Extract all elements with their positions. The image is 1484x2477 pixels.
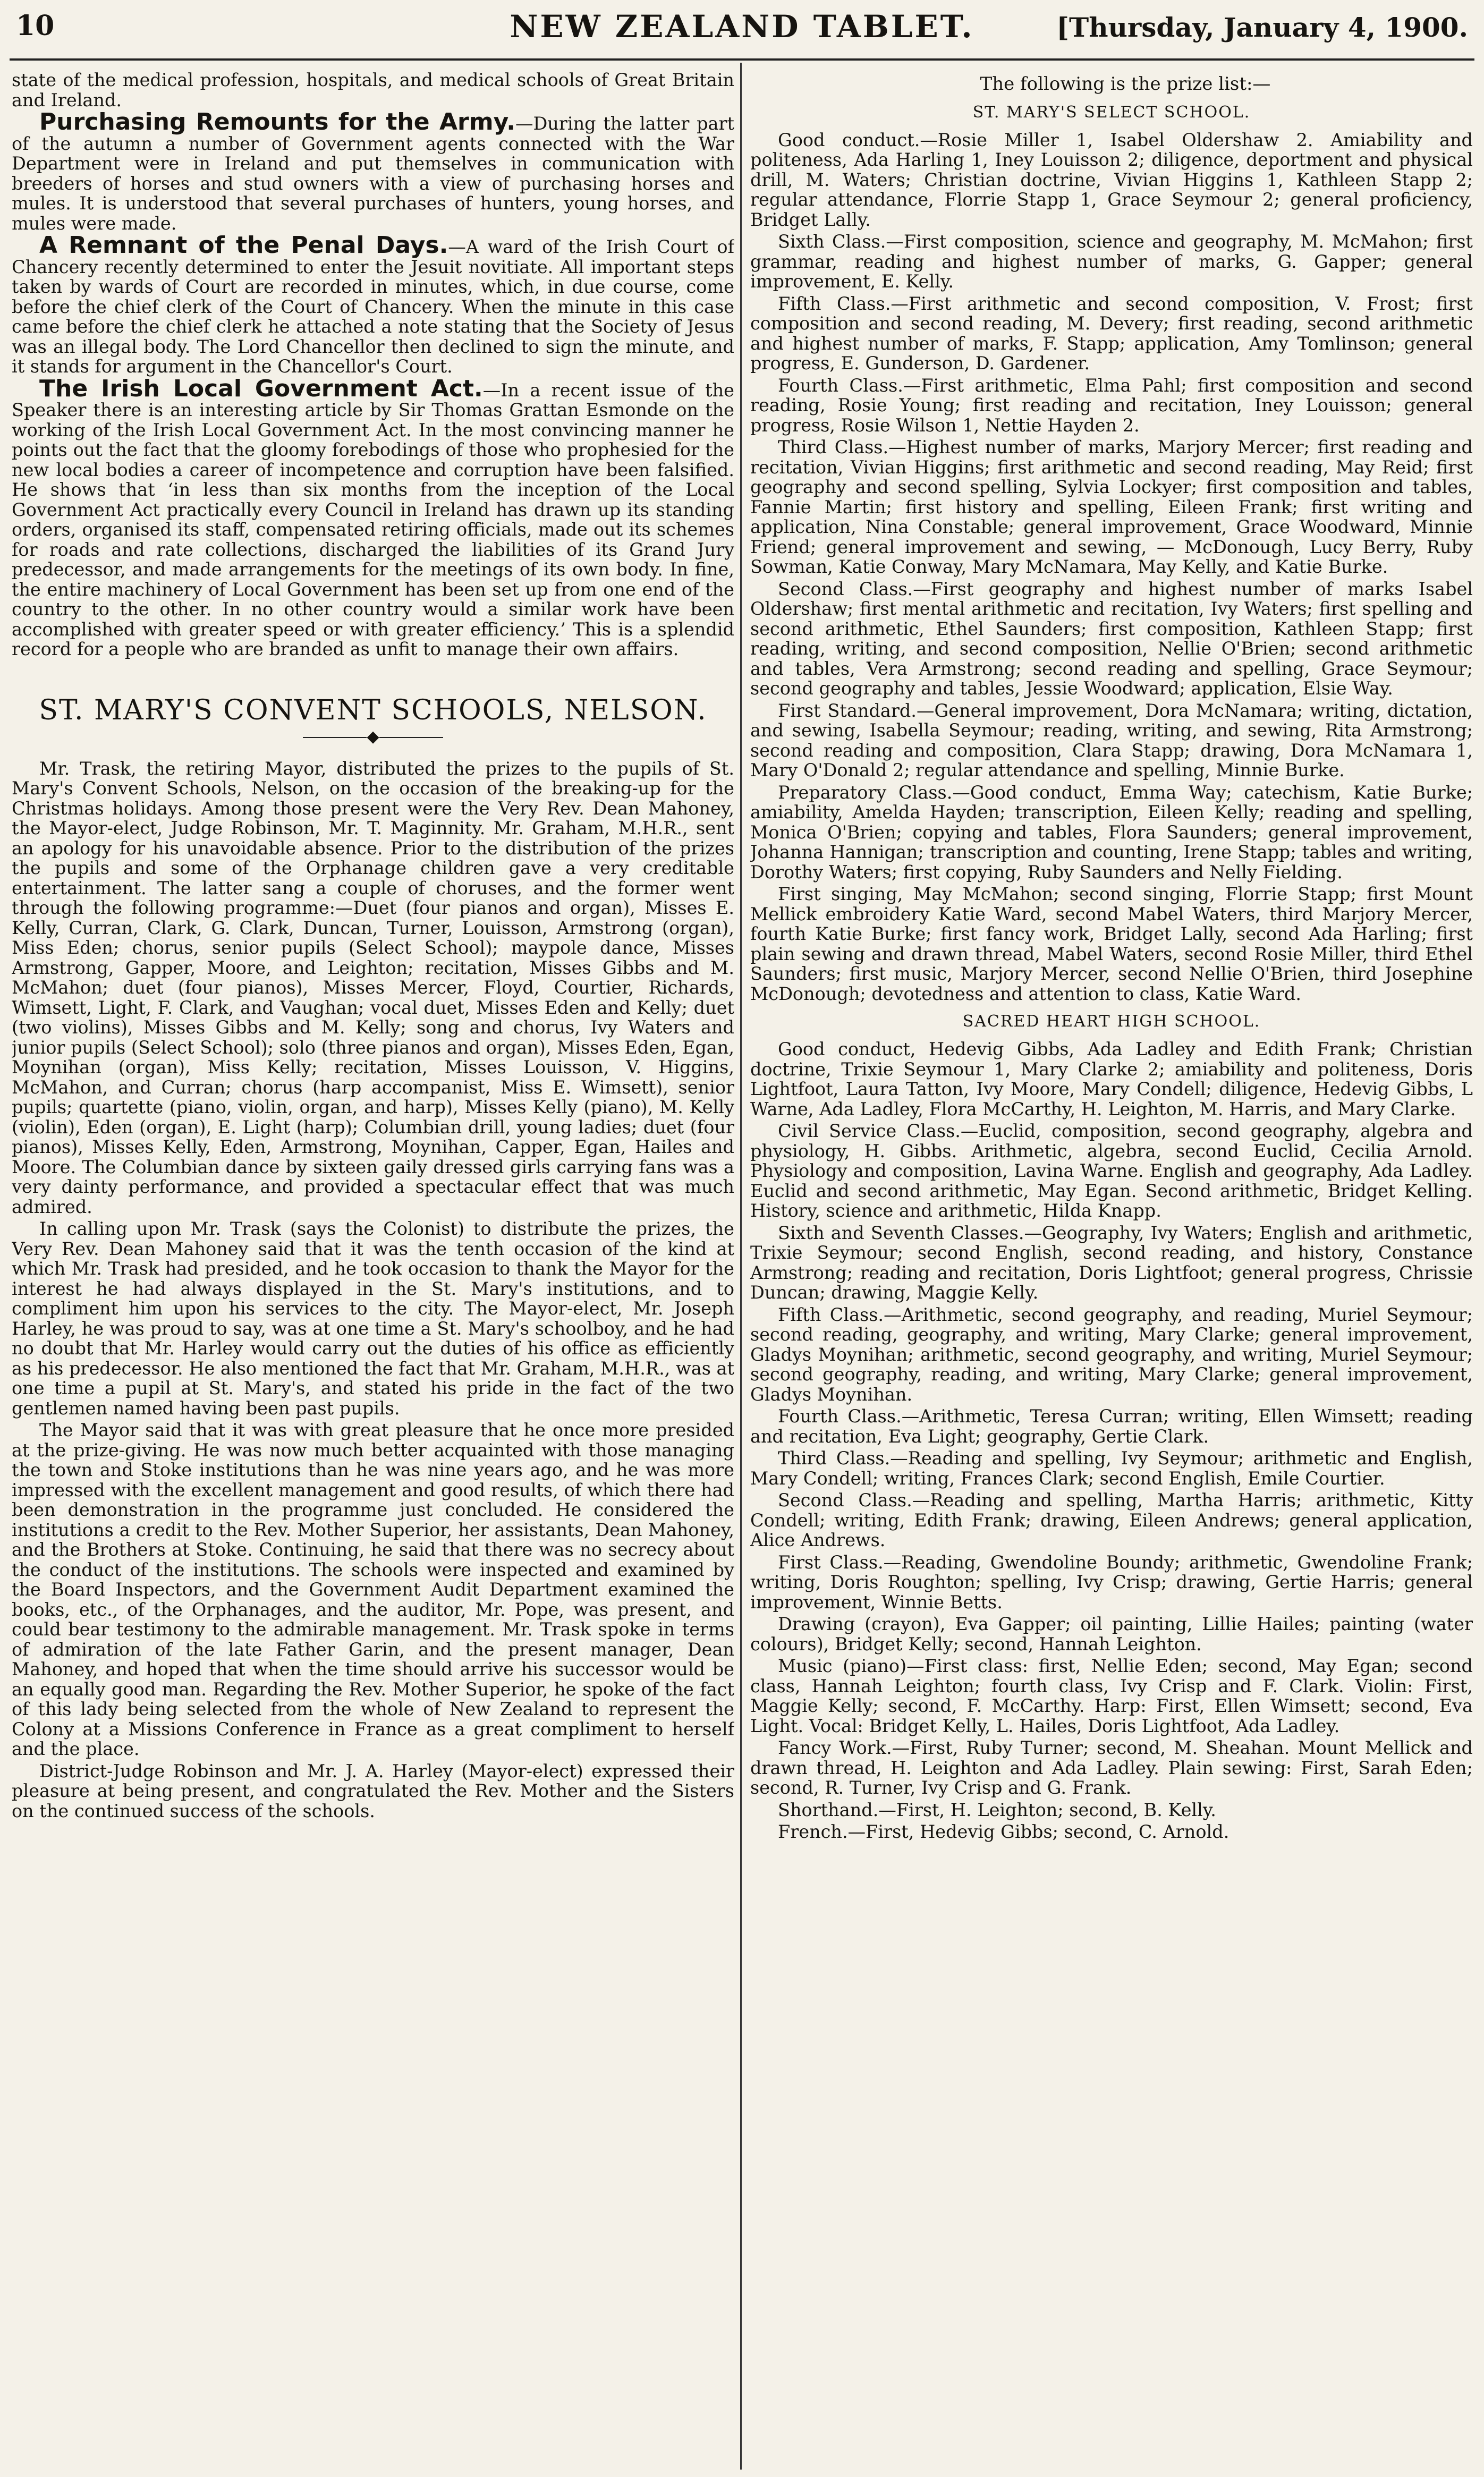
paragraph: Sixth and Seventh Classes.—Geography, Ivy Waters; English and arithmetic, Trixie Seymour; second English, second reading, and history, Constance Armstrong; reading and recitation, Doris Lightfoot; general progress, Chrissie Duncan; drawing, Maggie Kelly.	[750, 1222, 1473, 1303]
paragraph-text: —During the latter part of the autumn a number of Government agents connected with the War Department were in Ireland and put themselves in communication with breeders of horses and stud owners with a view of purchasing horses and mules. It is understood that several purchases of hunters, young horses, and mules were made.	[12, 113, 734, 234]
school-heading: ST. MARY'S SELECT SCHOOL.	[972, 103, 1251, 122]
issue-date: [Thursday, January 4, 1900.	[1056, 12, 1468, 43]
paragraph: District-Judge Robinson and Mr. J. A. Harley (Mayor-elect) expressed their pleasure at being present, and congratulated the Rev. Mother and the Sisters on the continued success of the schools.	[12, 1760, 734, 1821]
paragraph: Second Class.—Reading and spelling, Martha Harris; arithmetic, Kitty Condell; writing, Edith Frank; drawing, Eileen Andrews; general application, Alice Andrews.	[750, 1490, 1473, 1550]
paragraph	[12, 232, 734, 377]
paragraph: Good conduct.—Rosie Miller 1, Isabel Oldershaw 2. Amiability and politeness, Ada Harling 1, Iney Louisson 2; diligence, deportment and physical drill, M. Waters; Christian doctrine, Vivian Higgins 1, Kathleen Stapp 2; regular attendance, Florrie Stapp 1, Grace Seymour 2; general proficiency, Bridget Lally.	[750, 129, 1473, 230]
paragraph: French.—First, Hedevig Gibbs; second, C. Arnold.	[778, 1821, 1229, 1842]
diamond-icon: ◆	[367, 727, 379, 746]
paragraph: First singing, May McMahon; second singing, Florrie Stapp; first Mount Mellick embroidery Katie Ward, second Mabel Waters, third Marjory Mercer, fourth Katie Burke; first fancy work, Bridget Lally, second Ada Harling; first plain sewing and drawn thread, Mabel Waters, second Rosie Miller, third Ethel Saunders; first music, Marjory Mercer, second Nellie O'Brien, third Josephine McDonough; devotedness and attention to class, Katie Ward.	[750, 884, 1473, 1004]
paragraph: Civil Service Class.—Euclid, composition, second geography, algebra and physiology, H. Gibbs. Arithmetic, algebra, second Euclid, Cecilia Arnold. Physiology and composition, Lavina Warne. English and geography, Ada Ladley. Euclid and second arithmetic, May Egan. Second arithmetic, Bridget Kelling. History, science and arithmetic, Hilda Knapp.	[750, 1121, 1473, 1221]
newspaper-title: NEW ZEALAND TABLET.	[510, 9, 974, 45]
prize-list-intro: The following is the prize list:—	[980, 73, 1271, 95]
masthead	[10, 0, 1474, 61]
paragraph: Shorthand.—First, H. Leighton; second, B. Kelly.	[778, 1799, 1216, 1820]
run-in-heading: The Irish Local Government Act.	[39, 375, 483, 402]
paragraph: state of the medical profession, hospitals, and medical schools of Great Britain and Ireland.	[12, 70, 734, 111]
paragraph: The Mayor said that it was with great pleasure that he once more presided at the prize-giving. He was now much better acquainted with those managing the town and Stoke institutions than he was nine years ago, and he was more impressed with the excellent management and good results, of which there had been demonstration in the programme just concluded. He considered the institutions a credit to the Rev. Mother Superior, her assistants, Dean Mahoney, and the Brothers at Stoke. Continuing, he said that there was no secrecy about the conduct of the institutions. The schools were inspected and examined by the Board Inspectors, and the Government Audit Department examined the books, etc., of the Orphanages, and the auditor, Mr. Pope, was present, and could bear testimony to the admirable management. Mr. Trask spoke in terms of admiration of the late Father Garin, and the present manager, Dean Mahoney, and hoped that when the time should arrive his successor would be an equally good man. Regarding the Rev. Mother Superior, he spoke of the fact of this lady being selected from the whole of New Zealand to represent the Colony at a Missions Conference in France as a great compliment to herself and the place.	[12, 1420, 734, 1759]
article-title: ST. MARY'S CONVENT SCHOOLS, NELSON.	[39, 694, 707, 726]
paragraph: Mr. Trask, the retiring Mayor, distributed the prizes to the pupils of St. Mary's Convent Schools, Nelson, on the occasion of the breaking-up for the Christmas holidays. Among those present were the Very Rev. Dean Mahoney, the Mayor-elect, Judge Robinson, Mr. T. Maginnity. Mr. Graham, M.H.R., sent an apology for his unavoidable absence. Prior to the distribution of the prizes the pupils and some of the Orphanage children gave a very creditable entertainment. The latter sang a couple of choruses, and the former went through the following programme:—Duet (four pianos and organ), Misses E. Kelly, Curran, Clark, G. Clark, Duncan, Turner, Louisson, Armstrong (organ), Miss Eden; chorus, senior pupils (Select School); maypole dance, Misses Armstrong, Gapper, Moore, and Leighton; recitation, Misses Gibbs and M. McMahon; duet (four pianos), Misses Mercer, Floyd, Courtier, Richards, Wimsett, Light, F. Clark, and Vaughan; vocal duet, Misses Eden and Kelly; duet (two violins), Misses Gibbs and M. Kelly; song and chorus, Ivy Waters and junior pupils (Select School); solo (three pianos and organ), Misses Eden, Egan, Moynihan (organ), Miss Kelly; recitation, Misses Louisson, V. Higgins, McMahon, and Curran; chorus (harp accompanist, Miss E. Wimsett), senior pupils; quartette (piano, violin, organ, and harp), Misses Kelly (piano), M. Kelly (violin), Eden (organ), E. Light (harp); Columbian drill, young ladies; duet (four pianos), Misses Kelly, Eden, Armstrong, Moynihan, Capper, Egan, Hailes and Moore. The Columbian dance by sixteen gaily dressed girls carrying fans was a very dainty performance, and provided a spectacular effect that was much admired.	[12, 758, 734, 1217]
column-rule	[740, 63, 742, 2470]
divider-line	[379, 737, 443, 738]
paragraph: Fourth Class.—Arithmetic, Teresa Curran; writing, Ellen Wimsett; reading and recitation, Eva Light; geography, Gertie Clark.	[750, 1406, 1473, 1447]
divider-line	[303, 737, 367, 738]
paragraph: Second Class.—First geography and highest number of marks Isabel Oldershaw; first mental arithmetic and recitation, Ivy Waters; first spelling and second arithmetic, Ethel Saunders; first composition, Kathleen Stapp; first reading, writing, and second composition, Nellie O'Brien; second arithmetic and tables, Vera Armstrong; second reading and spelling, Grace Seymour; second geography and tables, Jessie Woodward; application, Elsie Way.	[750, 578, 1473, 699]
left-column	[12, 70, 734, 2466]
paragraph: In calling upon Mr. Trask (says the Colonist) to distribute the prizes, the Very Rev. Dean Mahoney said that it was the tenth occasion of the kind at which Mr. Trask had presided, and he took occasion to thank the Mayor for the interest he had always displayed in the St. Mary's institutions, and to compliment him upon his services to the city. The Mayor-elect, Mr. Joseph Harley, he was proud to say, was at one time a St. Mary's schoolboy, and he had no doubt that Mr. Harley would carry out the duties of his office as efficiently as his predecessor. He also mentioned the fact that Mr. Graham, M.H.R., was at one time a pupil at St. Mary's, and stated his pride in the fact of the two gentlemen named having been past pupils.	[12, 1218, 734, 1419]
paragraph: Fourth Class.—First arithmetic, Elma Pahl; first composition and second reading, Rosie Young; first reading and recitation, Iney Louisson; general progress, Rosie Wilson 1, Nettie Hayden 2.	[750, 375, 1473, 436]
paragraph: First Class.—Reading, Gwendoline Boundy; arithmetic, Gwendoline Frank; writing, Doris Roughton; spelling, Ivy Crisp; drawing, Gertie Harris; general improvement, Winnie Betts.	[750, 1551, 1473, 1613]
paragraph-text: —In a recent issue of the Speaker there is an interesting article by Sir Thomas Grattan Esmonde on the working of the Irish Local Government Act. In the most convincing manner he points out the fact that the gloomy forebodings of those who prophesied for the new local bodies a career of incompetence and corruption have been falsified. He shows that ‘in less than six months from the inception of the Local Government Act practically every Council in Ireland has drawn up its standing orders, organised its staff, compensated retiring officials, made out its schemes for roads and rate collections, discharged the liabilities of its Grand Jury predecessor, and made arrangements for the meetings of its own body. In fine, the entire machinery of Local Government has been set up from one end of the country to the other. In no other country would a similar work have been accomplished with greater speed or with greater efficiency.’ This is a splendid record for a people who are branded as unfit to manage their own affairs.	[12, 379, 734, 659]
paragraph: Good conduct, Hedevig Gibbs, Ada Ladley and Edith Frank; Christian doctrine, Trixie Seymour 1, Mary Clarke 2; amiability and politeness, Doris Lightfoot, Laura Tatton, Ivy Moore, Mary Condell; diligence, Hedevig Gibbs, L Warne, Ada Ladley, Flora McCarthy, H. Leighton, M. Harris, and Mary Clarke.	[750, 1039, 1473, 1119]
page-number: 10	[16, 10, 55, 42]
right-column	[750, 70, 1473, 2466]
ornament-divider	[12, 727, 734, 746]
paragraph: Third Class.—Highest number of marks, Marjory Mercer; first reading and recitation, Vivian Higgins; first arithmetic and second reading, May Reid; first geography and second spelling, Sylvia Lockyer; first composition and tables, Fannie Martin; first history and spelling, Eileen Frank; first writing and application, Nina Constable; general improvement, Grace Woodward, Minnie Friend; general improvement and sewing, — McDonough, Lucy Berry, Ruby Sowman, Katie Conway, Mary McNamara, May Kelly, and Katie Burke.	[750, 437, 1473, 577]
paragraph	[12, 108, 734, 234]
paragraph: Preparatory Class.—Good conduct, Emma Way; catechism, Katie Burke; amiability, Amelda Hayden; transcription, Eileen Kelly; reading and spelling, Monica O'Brien; copying and tables, Flora Saunders; general improvement, Johanna Hannigan; transcription and counting, Irene Stapp; tables and writing, Dorothy Waters; first copying, Ruby Saunders and Nelly Fielding.	[750, 782, 1473, 883]
school-heading: SACRED HEART HIGH SCHOOL.	[962, 1012, 1261, 1031]
paragraph: Music (piano)—First class: first, Nellie Eden; second, May Egan; second class, Hannah Leighton; fourth class, Ivy Crisp and F. Clark. Violin: First, Maggie Kelly; second, F. McCarthy. Harp: First, Ellen Wimsett; second, Eva Light. Vocal: Bridget Kelly, L. Hailes, Doris Lightfoot, Ada Ladley.	[750, 1656, 1473, 1736]
paragraph: Sixth Class.—First composition, science and geography, M. McMahon; first grammar, reading and highest number of marks, G. Gapper; general improvement, E. Kelly.	[750, 231, 1473, 292]
run-in-heading: A Remnant of the Penal Days.	[39, 232, 448, 259]
paragraph: Fancy Work.—First, Ruby Turner; second, M. Sheahan. Mount Mellick and drawn thread, H. Leighton and Ada Ladley. Plain sewing: First, Sarah Eden; second, R. Turner, Ivy Crisp and G. Frank.	[750, 1737, 1473, 1798]
run-in-heading: Purchasing Remounts for the Army.	[39, 108, 515, 135]
paragraph	[12, 375, 734, 659]
paragraph: Fifth Class.—First arithmetic and second composition, V. Frost; first composition and second reading, M. Devery; first reading, second arithmetic and highest number of marks, F. Stapp; application, Amy Tomlinson; general progress, E. Gunderson, D. Gardener.	[750, 293, 1473, 374]
paragraph: Third Class.—Reading and spelling, Ivy Seymour; arithmetic and English, Mary Condell; writing, Frances Clark; second English, Emile Courtier.	[750, 1448, 1473, 1489]
paragraph: Fifth Class.—Arithmetic, second geography, and reading, Muriel Seymour; second reading, geography, and writing, Mary Clarke; general improvement, Gladys Moynihan; arithmetic, second geography, and writing, Muriel Seymour; second geography, reading, and writing, Mary Clarke; general improvement, Gladys Moynihan.	[750, 1304, 1473, 1405]
paragraph-text: —A ward of the Irish Court of Chancery recently determined to enter the Jesuit novitiate. All important steps taken by wards of Court are recorded in minutes, which, in due course, come before the chief clerk of the Court of Chancery. When the minute in this case came before the chief clerk he attached a note stating that the Society of Jesus was an illegal body. The Lord Chancellor then declined to sign the minute, and it stands for argument in the Chancellor's Court.	[12, 236, 734, 377]
paragraph: Drawing (crayon), Eva Gapper; oil painting, Lillie Hailes; painting (water colours), Bridget Kelly; second, Hannah Leighton.	[750, 1614, 1473, 1655]
paragraph: First Standard.—General improvement, Dora McNamara; writing, dictation, and sewing, Isabella Seymour; reading, writing, and sewing, Rita Armstrong; second reading and composition, Clara Stapp; drawing, Dora McNamara 1, Mary O'Donald 2; regular attendance and spelling, Minnie Burke.	[750, 700, 1473, 781]
